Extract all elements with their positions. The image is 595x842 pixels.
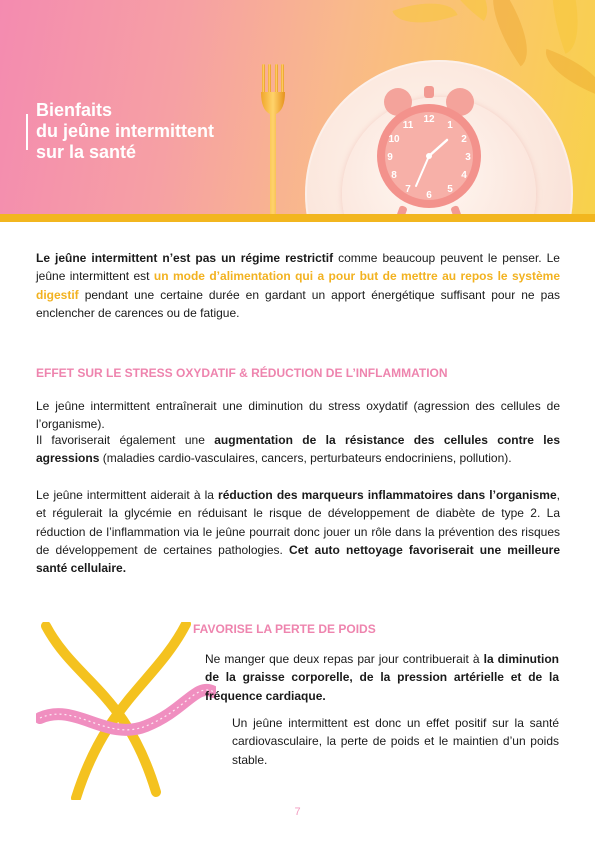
alarm-clock-image	[374, 82, 484, 220]
stress-text: Il favoriserait également une	[36, 433, 215, 447]
stress-paragraph-2	[36, 431, 560, 468]
weight-text: Ne manger que deux repas par jour contribuerait à	[205, 652, 484, 666]
title-line: Bienfaits	[36, 100, 113, 120]
dna-helix-illustration	[36, 622, 216, 800]
stress-paragraph-3	[36, 486, 560, 577]
leaf-decoration	[538, 49, 595, 97]
svg-text:9: 9	[387, 152, 393, 163]
header-banner	[0, 0, 595, 222]
weight-text: Un jeûne intermittent est donc un effet positif sur la santé cardiovasculaire, la perte de poids et le maintien d’un poids stable.	[232, 716, 559, 767]
stress-bold: réduction des marqueurs inflammatoires dans l’organisme	[218, 488, 557, 502]
svg-text:8: 8	[391, 170, 397, 181]
page-title	[36, 100, 276, 163]
svg-text:1: 1	[447, 120, 453, 131]
intro-highlight: un mode d’alimentation qui a pour but de mettre au repos le système digestif	[36, 269, 560, 302]
intro-bold: Le jeûne intermittent n’est pas un régime restrictif	[36, 251, 334, 265]
intro-text: comme beaucoup peuvent le penser. Le jeûne intermittent est	[36, 251, 560, 284]
title-accent-line	[26, 114, 28, 150]
weight-paragraph-1	[205, 650, 559, 705]
stress-bold: augmentation de la résistance des cellules contre les agressions	[36, 433, 560, 466]
stress-text: Le jeûne intermittent entraînerait une diminution du stress oxydatif (agression des cellules de l’organisme).	[36, 399, 560, 432]
svg-text:4: 4	[461, 170, 467, 181]
svg-text:12: 12	[423, 114, 435, 125]
svg-text:3: 3	[465, 152, 471, 163]
leaf-decoration	[535, 0, 595, 54]
svg-text:11: 11	[402, 120, 414, 131]
header-bar	[0, 214, 595, 222]
weight-bold: la diminution de la graisse corporelle, de la pression artérielle et de la fréquence cardiaque.	[205, 652, 560, 703]
intro-paragraph	[36, 249, 560, 322]
leaf-decoration	[392, 0, 457, 35]
weight-paragraph-2	[232, 714, 559, 769]
svg-text:7: 7	[405, 184, 411, 195]
page-number: 7	[294, 806, 301, 818]
stress-text: , et régulerait la glycémie en réduisant le risque de développement de diabète de type 2. La réduction de l’inflammation via le jeûne pourrait donc jouer un rôle dans la prévention des risques de développement de certaines pathologies.	[36, 488, 560, 557]
stress-paragraph-1	[36, 397, 560, 434]
stress-text: (maladies cardio-vasculaires, cancers, perturbateurs endocriniens, pollution).	[99, 451, 512, 466]
svg-text:10: 10	[388, 134, 400, 145]
section-title-weight: FAVORISE LA PERTE DE POIDS	[193, 622, 376, 636]
title-line: du jeûne intermittent	[36, 121, 215, 141]
stress-text: Le jeûne intermittent aiderait à la	[36, 488, 219, 502]
svg-text:5: 5	[447, 184, 453, 195]
svg-text:6: 6	[426, 190, 432, 201]
svg-text:2: 2	[461, 134, 467, 145]
title-line: sur la santé	[36, 142, 137, 162]
section-title-stress: EFFET SUR LE STRESS OXYDATIF & RÉDUCTION DE L’INFLAMMATION	[36, 366, 448, 380]
intro-text: pendant une certaine durée en gardant un apport énergétique suffisant pour ne pas enclencher de carences ou de fatigue.	[36, 287, 560, 320]
stress-bold: Cet auto nettoyage favoriserait une meilleure santé cellulaire.	[36, 542, 560, 576]
